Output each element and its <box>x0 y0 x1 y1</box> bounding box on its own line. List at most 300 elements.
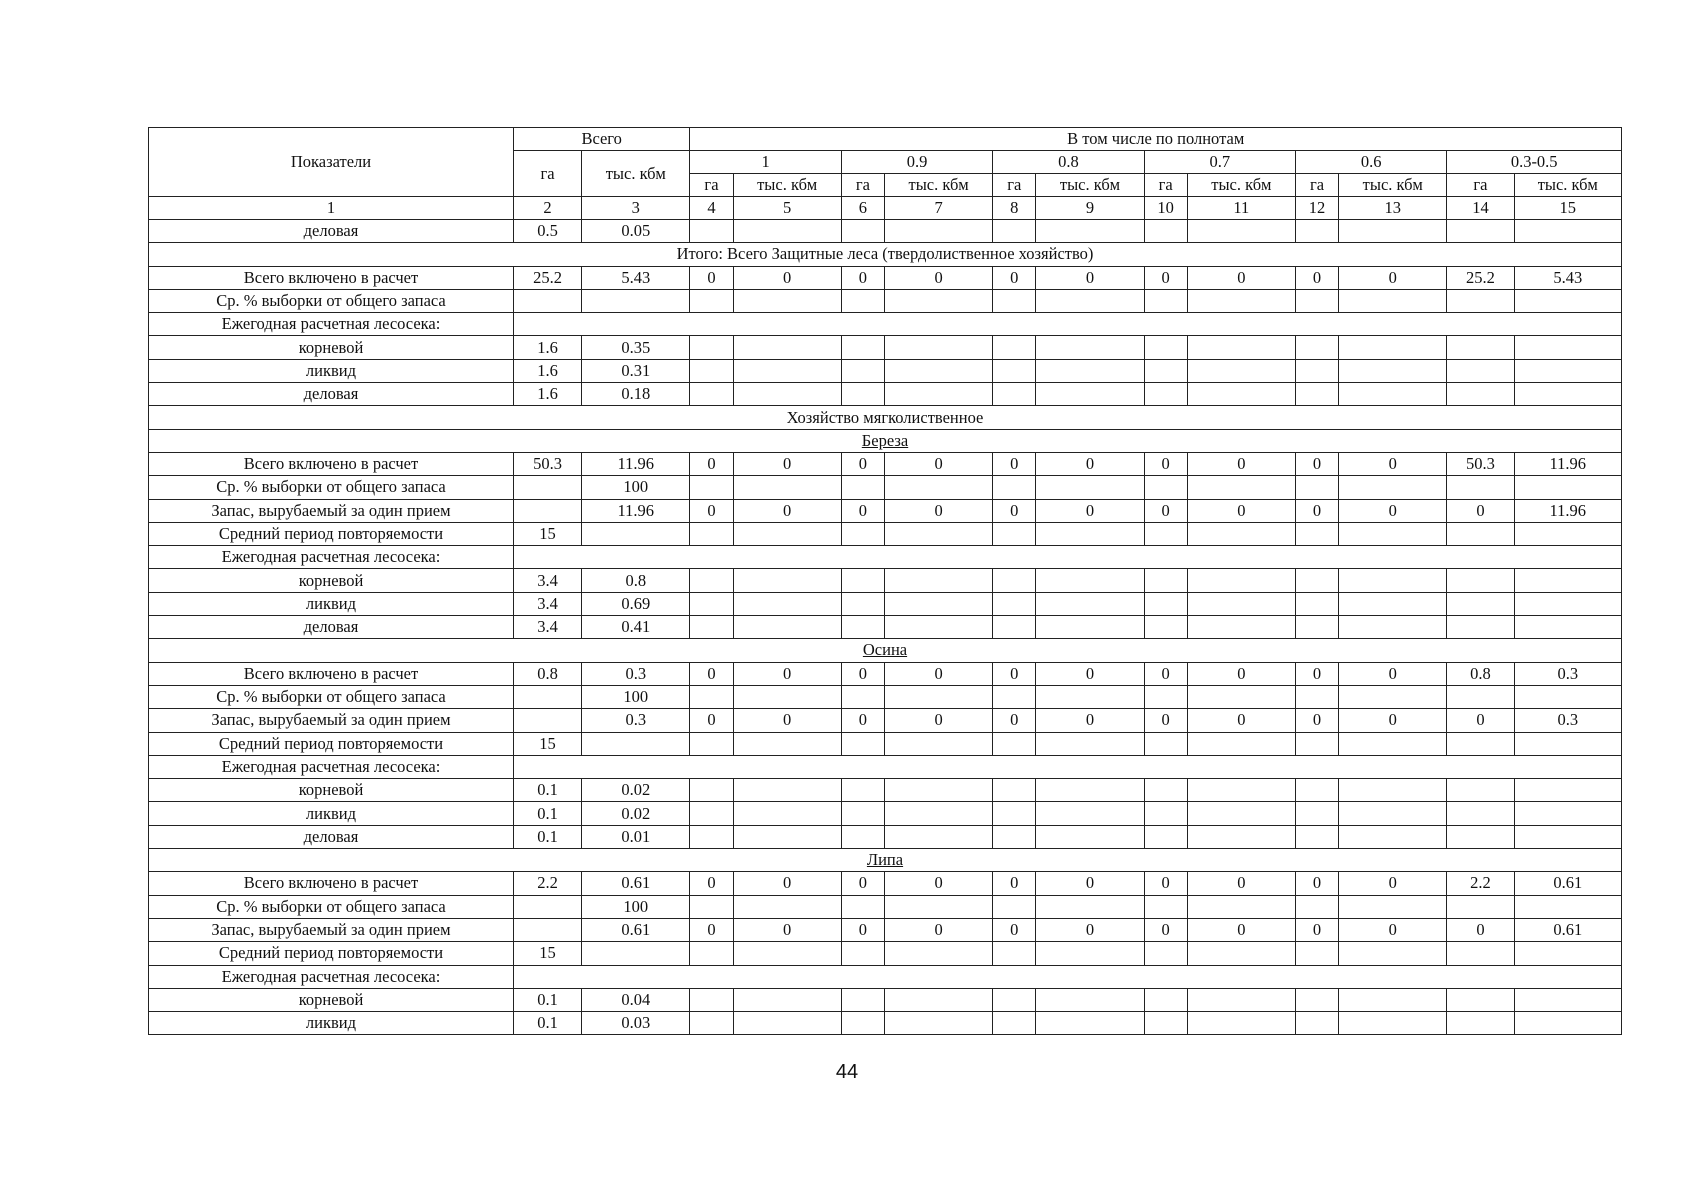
table-cell <box>1339 732 1447 755</box>
row-label: Средний период повторяемости <box>149 522 514 545</box>
table-cell: 0 <box>1339 709 1447 732</box>
table-cell <box>1514 522 1621 545</box>
table-cell: 0 <box>690 662 733 685</box>
table-cell: 0 <box>884 662 992 685</box>
table-cell <box>1144 895 1187 918</box>
table-row <box>149 569 1622 592</box>
table-cell <box>1339 383 1447 406</box>
table-cell: 0 <box>1187 709 1295 732</box>
table-cell: 0 <box>1187 266 1295 289</box>
table-cell <box>993 476 1036 499</box>
table-cell: 0 <box>884 872 992 895</box>
column-number: 7 <box>884 197 992 220</box>
table-cell <box>1339 522 1447 545</box>
table-cell: 0 <box>1036 872 1144 895</box>
table-cell: 0 <box>884 499 992 522</box>
table-cell <box>1036 383 1144 406</box>
table-cell <box>582 942 690 965</box>
row-label: Ежегодная расчетная лесосека: <box>149 755 514 778</box>
table-cell <box>1144 732 1187 755</box>
table-cell <box>884 383 992 406</box>
table-cell: 0 <box>1295 266 1338 289</box>
table-cell <box>1295 988 1338 1011</box>
table-cell: 0 <box>690 452 733 475</box>
table-cell: 0 <box>1036 662 1144 685</box>
table-cell: 0 <box>1144 266 1187 289</box>
table-row <box>149 243 1622 266</box>
table-cell: 0 <box>1187 872 1295 895</box>
table-cell: 0 <box>1036 266 1144 289</box>
row-label: деловая <box>149 616 514 639</box>
table-cell <box>1036 802 1144 825</box>
table-cell <box>884 476 992 499</box>
table-cell <box>1514 616 1621 639</box>
column-number: 14 <box>1447 197 1514 220</box>
table-cell <box>1187 383 1295 406</box>
table-cell: 0.8 <box>513 662 581 685</box>
table-row <box>149 429 1622 452</box>
table-cell: 0.35 <box>582 336 690 359</box>
table-cell <box>1295 522 1338 545</box>
table-cell <box>841 895 884 918</box>
table-cell: 0 <box>1295 662 1338 685</box>
row-label: ликвид <box>149 802 514 825</box>
row-label: Ежегодная расчетная лесосека: <box>149 546 514 569</box>
table-cell <box>582 732 690 755</box>
table-cell <box>1339 1012 1447 1035</box>
table-cell <box>1187 336 1295 359</box>
table-cell <box>1295 825 1338 848</box>
table-cell <box>733 616 841 639</box>
table-cell <box>1036 732 1144 755</box>
table-cell <box>1036 988 1144 1011</box>
row-label: корневой <box>149 988 514 1011</box>
table-cell: 0 <box>733 709 841 732</box>
table-cell: 0 <box>1144 872 1187 895</box>
table-cell <box>1339 336 1447 359</box>
table-cell: 0.69 <box>582 592 690 615</box>
table-cell <box>993 732 1036 755</box>
table-cell <box>1447 616 1514 639</box>
table-cell: 0 <box>884 452 992 475</box>
table-cell <box>1144 616 1187 639</box>
table-cell: 11.96 <box>1514 452 1621 475</box>
table-cell <box>1187 289 1295 312</box>
table-row <box>149 499 1622 522</box>
table-cell: 0 <box>1144 662 1187 685</box>
table-cell <box>1036 685 1144 708</box>
header-unit-vol: тыс. кбм <box>1036 174 1144 197</box>
table-cell <box>1187 592 1295 615</box>
header-unit-ha: га <box>841 174 884 197</box>
table-cell <box>733 988 841 1011</box>
table-cell <box>1187 359 1295 382</box>
row-label: деловая <box>149 383 514 406</box>
table-cell <box>1187 779 1295 802</box>
table-cell <box>1036 289 1144 312</box>
table-cell <box>1187 988 1295 1011</box>
table-cell: 0 <box>690 709 733 732</box>
table-cell <box>841 616 884 639</box>
table-cell <box>1295 383 1338 406</box>
table-cell <box>993 988 1036 1011</box>
column-number: 10 <box>1144 197 1187 220</box>
table-cell: 2.2 <box>1447 872 1514 895</box>
table-cell <box>1447 1012 1514 1035</box>
table-cell <box>1036 359 1144 382</box>
table-cell: 0 <box>690 872 733 895</box>
table-cell <box>993 522 1036 545</box>
table-cell <box>1447 289 1514 312</box>
table-row <box>149 755 1622 778</box>
table-cell: 100 <box>582 685 690 708</box>
row-label: корневой <box>149 336 514 359</box>
table-cell: 0 <box>1339 662 1447 685</box>
header-unit-vol: тыс. кбм <box>1339 174 1447 197</box>
table-cell <box>1295 476 1338 499</box>
table-cell <box>1295 359 1338 382</box>
table-cell <box>733 383 841 406</box>
table-cell <box>1447 802 1514 825</box>
table-cell: 3.4 <box>513 592 581 615</box>
table-cell <box>733 359 841 382</box>
table-cell <box>1339 779 1447 802</box>
table-cell: 25.2 <box>1447 266 1514 289</box>
table-cell <box>1144 825 1187 848</box>
header-unit-ha: га <box>1295 174 1338 197</box>
row-label: деловая <box>149 825 514 848</box>
table-cell: 15 <box>513 522 581 545</box>
table-cell <box>513 289 581 312</box>
table-cell <box>1514 988 1621 1011</box>
table-cell <box>1447 359 1514 382</box>
table-cell: 5.43 <box>1514 266 1621 289</box>
table-cell <box>1187 802 1295 825</box>
table-cell: 0.02 <box>582 802 690 825</box>
table-cell: 0 <box>1295 499 1338 522</box>
table-cell: 0 <box>841 709 884 732</box>
table-cell <box>1187 522 1295 545</box>
table-cell: 0.1 <box>513 825 581 848</box>
table-row <box>149 383 1622 406</box>
table-cell <box>513 476 581 499</box>
table-row <box>149 522 1622 545</box>
table-cell: 0.1 <box>513 779 581 802</box>
header-unit-vol: тыс. кбм <box>884 174 992 197</box>
table-cell <box>1144 476 1187 499</box>
merged-empty-cell <box>513 755 1621 778</box>
table-cell <box>884 569 992 592</box>
table-cell <box>1514 802 1621 825</box>
table-cell: 0 <box>993 872 1036 895</box>
table-cell <box>733 1012 841 1035</box>
species-title-text: Береза <box>861 430 909 450</box>
table-cell: 0 <box>733 452 841 475</box>
header-by-density: В том числе по полнотам <box>690 128 1622 151</box>
table-cell <box>690 616 733 639</box>
table-cell <box>1339 825 1447 848</box>
table-cell <box>513 709 581 732</box>
table-cell: 0.61 <box>1514 872 1621 895</box>
header-unit-vol: тыс. кбм <box>1514 174 1621 197</box>
table-cell <box>993 802 1036 825</box>
table-cell <box>884 802 992 825</box>
table-cell <box>1036 569 1144 592</box>
table-cell <box>1447 732 1514 755</box>
table-cell: 0 <box>1295 452 1338 475</box>
table-cell <box>884 289 992 312</box>
table-cell <box>1295 1012 1338 1035</box>
table-cell: 1.6 <box>513 336 581 359</box>
table-cell <box>690 825 733 848</box>
table-cell: 3.4 <box>513 616 581 639</box>
merged-empty-cell <box>513 546 1621 569</box>
table-cell <box>1339 592 1447 615</box>
table-cell: 11.96 <box>582 499 690 522</box>
table-cell: 0 <box>993 709 1036 732</box>
table-cell: 0 <box>1295 918 1338 941</box>
table-cell: 0 <box>1187 918 1295 941</box>
table-cell <box>1447 779 1514 802</box>
table-cell <box>690 569 733 592</box>
table-cell: 0.02 <box>582 779 690 802</box>
row-label: Ср. % выборки от общего запаса <box>149 895 514 918</box>
table-cell <box>841 592 884 615</box>
table-cell <box>1187 732 1295 755</box>
table-cell <box>690 1012 733 1035</box>
table-cell <box>1144 569 1187 592</box>
table-cell <box>993 569 1036 592</box>
table-cell: 0 <box>993 452 1036 475</box>
column-number: 6 <box>841 197 884 220</box>
table-cell <box>993 942 1036 965</box>
header-density-0-7: 0.7 <box>1144 151 1295 174</box>
table-cell <box>841 1012 884 1035</box>
table-cell <box>841 779 884 802</box>
table-cell <box>1447 592 1514 615</box>
table-cell: 0.05 <box>582 220 690 243</box>
table-cell <box>884 895 992 918</box>
table-cell: 0 <box>1447 918 1514 941</box>
header-unit-ha: га <box>1447 174 1514 197</box>
table-row <box>149 662 1622 685</box>
row-label: Средний период повторяемости <box>149 732 514 755</box>
table-row <box>149 988 1622 1011</box>
table-cell <box>1339 802 1447 825</box>
table-cell: 0.61 <box>1514 918 1621 941</box>
table-cell <box>1447 685 1514 708</box>
header-row-1 <box>149 128 1622 151</box>
table-cell <box>690 895 733 918</box>
table-cell <box>1447 569 1514 592</box>
row-label: ликвид <box>149 359 514 382</box>
table-cell <box>1339 942 1447 965</box>
table-cell: 50.3 <box>513 452 581 475</box>
table-cell: 11.96 <box>1514 499 1621 522</box>
table-cell: 0.1 <box>513 988 581 1011</box>
table-row <box>149 592 1622 615</box>
table-cell <box>1295 685 1338 708</box>
table-cell: 0.61 <box>582 872 690 895</box>
table-cell <box>1187 569 1295 592</box>
table-cell: 0 <box>1339 918 1447 941</box>
table-cell <box>1036 220 1144 243</box>
table-cell <box>1144 522 1187 545</box>
table-cell <box>841 569 884 592</box>
table-cell <box>1447 942 1514 965</box>
table-cell <box>841 336 884 359</box>
row-label: Средний период повторяемости <box>149 942 514 965</box>
table-row <box>149 220 1622 243</box>
table-cell <box>1447 220 1514 243</box>
table-cell <box>733 336 841 359</box>
column-number: 5 <box>733 197 841 220</box>
table-cell: 0 <box>733 499 841 522</box>
table-cell <box>1144 220 1187 243</box>
table-cell: 100 <box>582 476 690 499</box>
table-cell <box>1036 942 1144 965</box>
table-cell <box>1144 988 1187 1011</box>
page-number: 44 <box>835 1061 859 1083</box>
table-cell: 0 <box>884 266 992 289</box>
table-cell <box>1295 732 1338 755</box>
table-cell <box>1187 942 1295 965</box>
table-cell <box>1514 685 1621 708</box>
column-number: 12 <box>1295 197 1338 220</box>
table-row <box>149 825 1622 848</box>
table-cell: 0 <box>841 452 884 475</box>
header-row-column-numbers <box>149 197 1622 220</box>
table-cell <box>1339 685 1447 708</box>
table-row <box>149 732 1622 755</box>
column-number: 2 <box>513 197 581 220</box>
header-total-vol: тыс. кбм <box>582 151 690 197</box>
table-cell <box>1295 220 1338 243</box>
table-row <box>149 942 1622 965</box>
header-total-ha: га <box>513 151 581 197</box>
table-cell: 0 <box>841 499 884 522</box>
table-cell <box>1295 569 1338 592</box>
table-cell <box>733 569 841 592</box>
table-cell <box>1144 383 1187 406</box>
table-cell <box>884 220 992 243</box>
table-cell <box>841 825 884 848</box>
merged-empty-cell <box>513 965 1621 988</box>
table-cell: 50.3 <box>1447 452 1514 475</box>
header-indicators: Показатели <box>149 128 514 197</box>
header-unit-ha: га <box>1144 174 1187 197</box>
table-cell <box>1036 1012 1144 1035</box>
table-cell: 11.96 <box>582 452 690 475</box>
row-label: Ср. % выборки от общего запаса <box>149 476 514 499</box>
table-cell: 0 <box>1036 918 1144 941</box>
table-cell <box>993 336 1036 359</box>
table-cell: 0 <box>1339 872 1447 895</box>
table-cell <box>513 685 581 708</box>
row-label: ликвид <box>149 1012 514 1035</box>
table-row <box>149 639 1622 662</box>
table-cell <box>993 1012 1036 1035</box>
header-unit-ha: га <box>690 174 733 197</box>
table-cell <box>841 289 884 312</box>
table-cell <box>690 220 733 243</box>
table-cell <box>993 220 1036 243</box>
table-cell: 0 <box>1187 452 1295 475</box>
row-label: Ежегодная расчетная лесосека: <box>149 965 514 988</box>
table-cell <box>1514 569 1621 592</box>
table-cell <box>733 522 841 545</box>
table-cell: 0 <box>993 662 1036 685</box>
table-cell: 0.3 <box>1514 709 1621 732</box>
row-label: корневой <box>149 779 514 802</box>
table-cell <box>733 476 841 499</box>
row-label: Всего включено в расчет <box>149 266 514 289</box>
table-cell <box>1144 1012 1187 1035</box>
table-row <box>149 406 1622 429</box>
table-cell <box>1144 802 1187 825</box>
table-cell: 0 <box>841 872 884 895</box>
table-cell <box>1295 336 1338 359</box>
table-cell: 0 <box>1447 499 1514 522</box>
table-cell <box>841 942 884 965</box>
table-cell <box>733 779 841 802</box>
table-cell <box>1514 383 1621 406</box>
merged-empty-cell <box>513 313 1621 336</box>
row-label: Ср. % выборки от общего запаса <box>149 289 514 312</box>
table-cell <box>1036 616 1144 639</box>
table-cell: 1.6 <box>513 383 581 406</box>
table-cell <box>733 895 841 918</box>
table-cell: 0 <box>690 918 733 941</box>
table-cell <box>884 336 992 359</box>
species-title <box>149 639 1622 662</box>
table-cell <box>733 802 841 825</box>
table-cell <box>1187 616 1295 639</box>
table-cell <box>1447 336 1514 359</box>
column-number: 3 <box>582 197 690 220</box>
row-label: Запас, вырубаемый за один прием <box>149 709 514 732</box>
table-cell <box>1339 220 1447 243</box>
table-cell: 0 <box>1036 452 1144 475</box>
table-cell <box>690 289 733 312</box>
species-title-text: Липа <box>866 850 904 870</box>
table-cell <box>1036 336 1144 359</box>
table-row <box>149 313 1622 336</box>
table-cell: 0 <box>841 918 884 941</box>
table-cell <box>1447 825 1514 848</box>
table-row <box>149 872 1622 895</box>
table-cell <box>1339 289 1447 312</box>
table-cell <box>690 988 733 1011</box>
table-cell: 0.3 <box>582 662 690 685</box>
row-label: Всего включено в расчет <box>149 662 514 685</box>
table-cell: 0 <box>1144 918 1187 941</box>
table-cell <box>1036 825 1144 848</box>
table-cell: 0 <box>884 709 992 732</box>
table-cell <box>1447 895 1514 918</box>
table-cell <box>1144 359 1187 382</box>
table-cell <box>733 732 841 755</box>
table-row <box>149 359 1622 382</box>
header-density-0-8: 0.8 <box>993 151 1144 174</box>
table-cell: 5.43 <box>582 266 690 289</box>
table-cell <box>884 779 992 802</box>
table-cell <box>1339 988 1447 1011</box>
row-label: Запас, вырубаемый за один прием <box>149 918 514 941</box>
table-cell <box>1187 685 1295 708</box>
table-cell: 0 <box>1036 499 1144 522</box>
table-cell <box>1514 359 1621 382</box>
